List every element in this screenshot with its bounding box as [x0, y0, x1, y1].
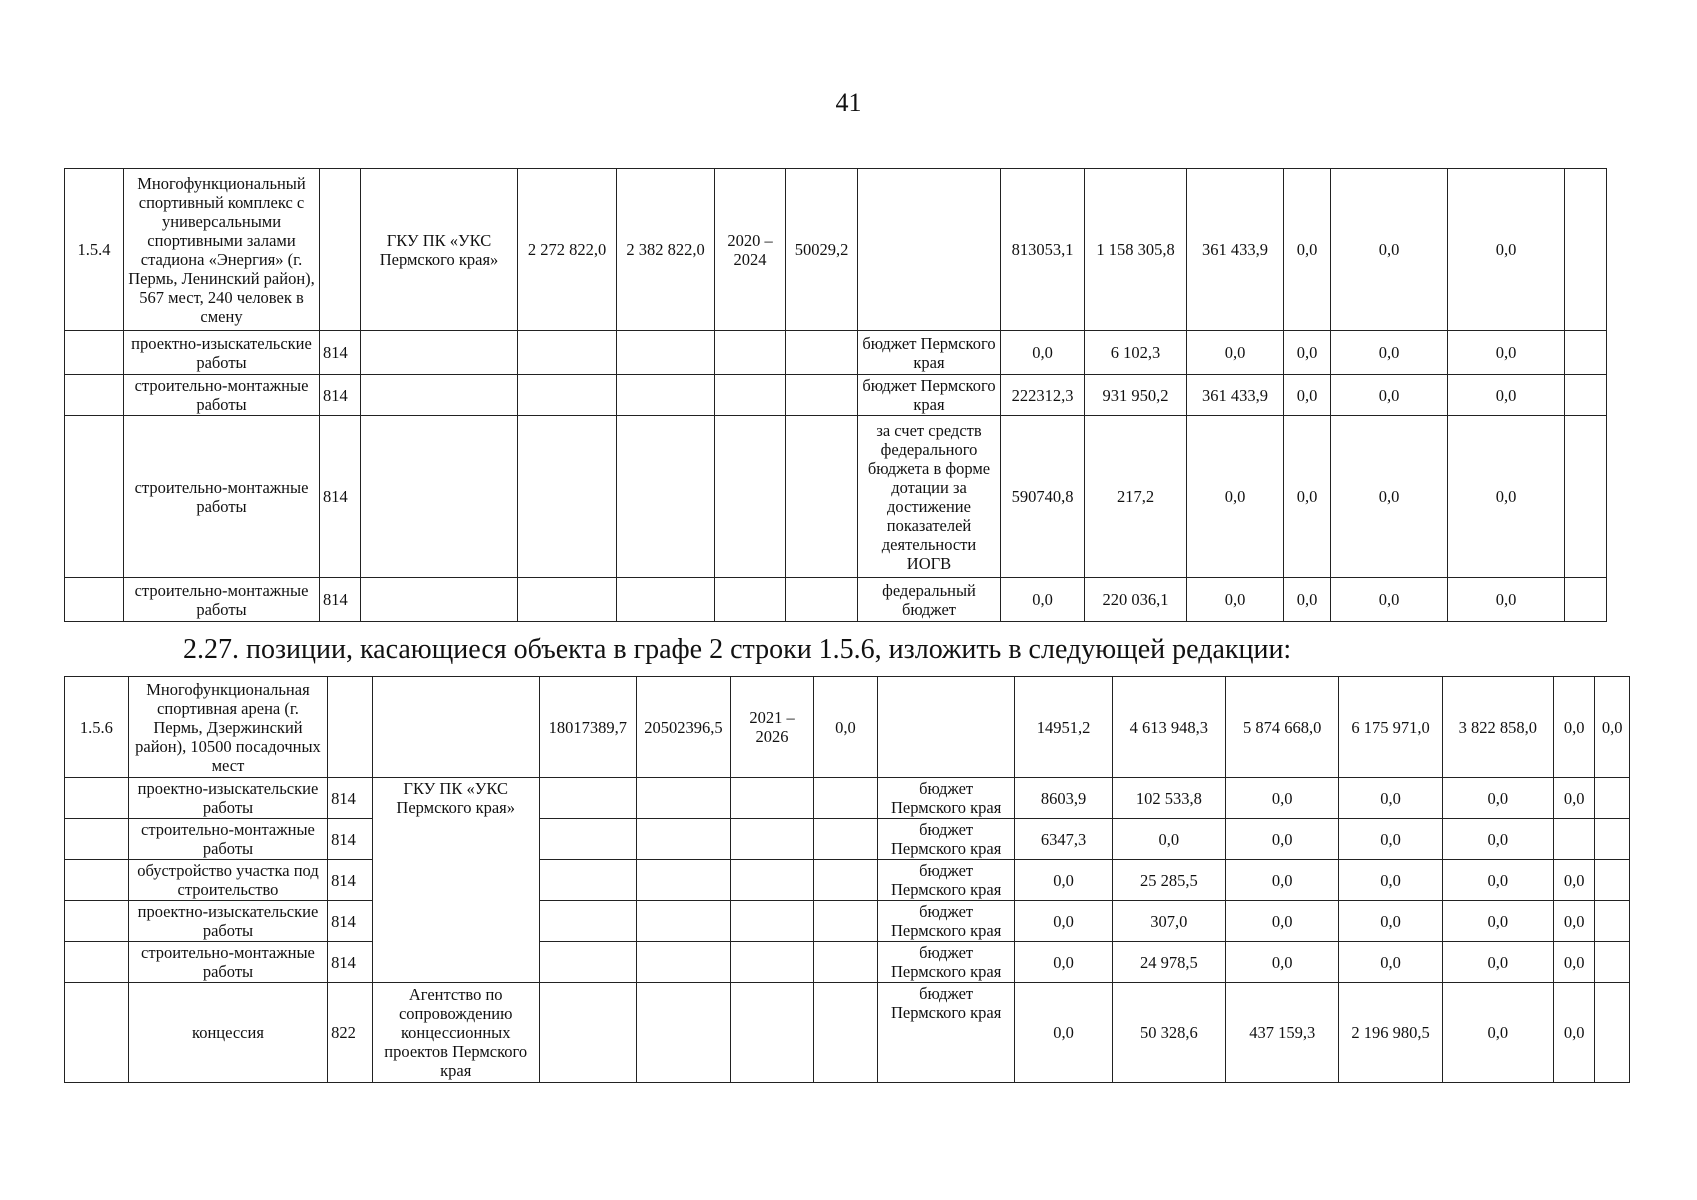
year-value: 5 874 668,0: [1226, 677, 1339, 778]
year-value: 0,0: [1001, 331, 1085, 375]
work-type: строительно-монтажные работы: [128, 819, 327, 860]
year-value: 0,0: [1331, 331, 1448, 375]
customer: ГКУ ПК «УКС Пермского края»: [372, 778, 539, 983]
dept-code: 814: [320, 416, 361, 578]
year-value: 0,0: [1226, 778, 1339, 819]
year-value: 0,0: [1448, 578, 1565, 622]
year-value: 0,0: [1448, 416, 1565, 578]
cost-value: 2 272 822,0: [518, 169, 617, 331]
year-value: 102 533,8: [1112, 778, 1225, 819]
table-row: [65, 778, 1630, 819]
dept-code: 814: [328, 819, 373, 860]
year-value: 4 613 948,3: [1112, 677, 1225, 778]
funding-source: бюджет Пермского края: [877, 860, 1015, 901]
year-value: 931 950,2: [1085, 375, 1187, 416]
year-value: 0,0: [1015, 860, 1112, 901]
year-value: 590740,8: [1001, 416, 1085, 578]
table-object-1-5-4: [64, 168, 1607, 622]
work-type: строительно-монтажные работы: [124, 375, 320, 416]
customer: ГКУ ПК «УКС Пермского края»: [361, 169, 518, 331]
funding-source: бюджет Пермского края: [877, 983, 1015, 1083]
work-type: строительно-монтажные работы: [128, 942, 327, 983]
year-value: 0,0: [1331, 416, 1448, 578]
year-value: 0,0: [1553, 778, 1595, 819]
year-value: 0,0: [1595, 677, 1630, 778]
period: 2020 – 2024: [715, 169, 786, 331]
year-value: 1 158 305,8: [1085, 169, 1187, 331]
work-type: строительно-монтажные работы: [124, 416, 320, 578]
funding-source: бюджет Пермского края: [858, 331, 1001, 375]
year-value: 0,0: [1284, 578, 1331, 622]
year-value: 50 328,6: [1112, 983, 1225, 1083]
work-type: проектно-изыскательские работы: [128, 778, 327, 819]
table-row: [65, 416, 1607, 578]
year-value: 0,0: [1448, 169, 1565, 331]
table-row: [65, 942, 1630, 983]
year-value: 0,0: [1226, 819, 1339, 860]
value-cell: 0,0: [814, 677, 878, 778]
object-name: Многофункциональная спортивная арена (г. Пермь, Дзержинский район), 10500 посадочных мест: [128, 677, 327, 778]
year-value: 0,0: [1331, 375, 1448, 416]
year-value: 6347,3: [1015, 819, 1112, 860]
year-value: 0,0: [1442, 942, 1553, 983]
value-cell: 50029,2: [786, 169, 858, 331]
dept-code: 814: [320, 331, 361, 375]
year-value: 813053,1: [1001, 169, 1085, 331]
customer: Агентство по сопровождению концессионных проектов Пермского края: [372, 983, 539, 1083]
dept-code: 814: [320, 578, 361, 622]
year-value: 0,0: [1226, 860, 1339, 901]
cost-value: 20502396,5: [636, 677, 730, 778]
dept-code: 814: [328, 860, 373, 901]
row-code: 1.5.6: [65, 677, 129, 778]
object-name: Многофункциональный спортивный комплекс с универсальными спортивными залами стадиона «Энергия» (г. Пермь, Ленинский район), 567 мест, 240 человек в смену: [124, 169, 320, 331]
cost-value: 2 382 822,0: [617, 169, 715, 331]
year-value: 0,0: [1015, 983, 1112, 1083]
table-row: [65, 819, 1630, 860]
funding-source: федеральный бюджет: [858, 578, 1001, 622]
table-row: [65, 677, 1630, 778]
funding-source: бюджет Пермского края: [877, 901, 1015, 942]
year-value: 0,0: [1331, 578, 1448, 622]
year-value: 0,0: [1284, 375, 1331, 416]
table-row: [65, 860, 1630, 901]
dept-code: 822: [328, 983, 373, 1083]
year-value: 0,0: [1339, 901, 1442, 942]
year-value: 361 433,9: [1187, 375, 1284, 416]
year-value: 437 159,3: [1226, 983, 1339, 1083]
year-value: 0,0: [1448, 331, 1565, 375]
year-value: 0,0: [1284, 331, 1331, 375]
table-row: [65, 578, 1607, 622]
year-value: 222312,3: [1001, 375, 1085, 416]
year-value: 361 433,9: [1187, 169, 1284, 331]
dept-code: 814: [328, 778, 373, 819]
table-row: [65, 901, 1630, 942]
year-value: 0,0: [1226, 901, 1339, 942]
work-type: обустройство участка под строительство: [128, 860, 327, 901]
year-value: 0,0: [1339, 942, 1442, 983]
year-value: 0,0: [1553, 942, 1595, 983]
year-value: 0,0: [1187, 578, 1284, 622]
table-object-1-5-6: [64, 676, 1630, 1083]
year-value: 0,0: [1442, 778, 1553, 819]
year-value: 0,0: [1442, 901, 1553, 942]
year-value: 0,0: [1448, 375, 1565, 416]
year-value: 0,0: [1112, 819, 1225, 860]
year-value: 307,0: [1112, 901, 1225, 942]
year-value: 2 196 980,5: [1339, 983, 1442, 1083]
year-value: 0,0: [1015, 942, 1112, 983]
funding-source: за счет средств федерального бюджета в форме дотации за достижение показателей деятельности ИОГВ: [858, 416, 1001, 578]
cost-value: 18017389,7: [539, 677, 636, 778]
year-value: 0,0: [1553, 901, 1595, 942]
year-value: 0,0: [1226, 942, 1339, 983]
table-row: [65, 169, 1607, 331]
year-value: 0,0: [1001, 578, 1085, 622]
dept-code: 814: [328, 942, 373, 983]
year-value: [1553, 819, 1595, 860]
year-value: 0,0: [1553, 983, 1595, 1083]
year-value: 0,0: [1284, 416, 1331, 578]
year-value: 0,0: [1553, 860, 1595, 901]
table-row: [65, 983, 1630, 1083]
work-type: проектно-изыскательские работы: [124, 331, 320, 375]
year-value: 0,0: [1442, 860, 1553, 901]
funding-source: бюджет Пермского края: [877, 819, 1015, 860]
year-value: 0,0: [1442, 983, 1553, 1083]
funding-source: бюджет Пермского края: [858, 375, 1001, 416]
row-code: 1.5.4: [65, 169, 124, 331]
table-row: [65, 375, 1607, 416]
year-value: 0,0: [1339, 819, 1442, 860]
dept-code: 814: [328, 901, 373, 942]
funding-source: бюджет Пермского края: [877, 942, 1015, 983]
year-value: 220 036,1: [1085, 578, 1187, 622]
year-value: 6 102,3: [1085, 331, 1187, 375]
year-value: 0,0: [1442, 819, 1553, 860]
section-heading: 2.27. позиции, касающиеся объекта в графе 2 строки 1.5.6, изложить в следующей редакции:: [183, 634, 1292, 665]
dept-code: 814: [320, 375, 361, 416]
year-value: 0,0: [1331, 169, 1448, 331]
page-number: 41: [835, 88, 862, 117]
year-value: 0,0: [1187, 331, 1284, 375]
year-value: 217,2: [1085, 416, 1187, 578]
funding-source: бюджет Пермского края: [877, 778, 1015, 819]
year-value: 0,0: [1187, 416, 1284, 578]
year-value: 6 175 971,0: [1339, 677, 1442, 778]
year-value: 0,0: [1339, 860, 1442, 901]
year-value: 24 978,5: [1112, 942, 1225, 983]
year-value: 25 285,5: [1112, 860, 1225, 901]
work-type: строительно-монтажные работы: [124, 578, 320, 622]
year-value: 14951,2: [1015, 677, 1112, 778]
period: 2021 – 2026: [731, 677, 814, 778]
table-row: [65, 331, 1607, 375]
year-value: 0,0: [1553, 677, 1595, 778]
work-type: концессия: [128, 983, 327, 1083]
year-value: 0,0: [1339, 778, 1442, 819]
year-value: 0,0: [1284, 169, 1331, 331]
year-value: 8603,9: [1015, 778, 1112, 819]
work-type: проектно-изыскательские работы: [128, 901, 327, 942]
year-value: 3 822 858,0: [1442, 677, 1553, 778]
year-value: 0,0: [1015, 901, 1112, 942]
